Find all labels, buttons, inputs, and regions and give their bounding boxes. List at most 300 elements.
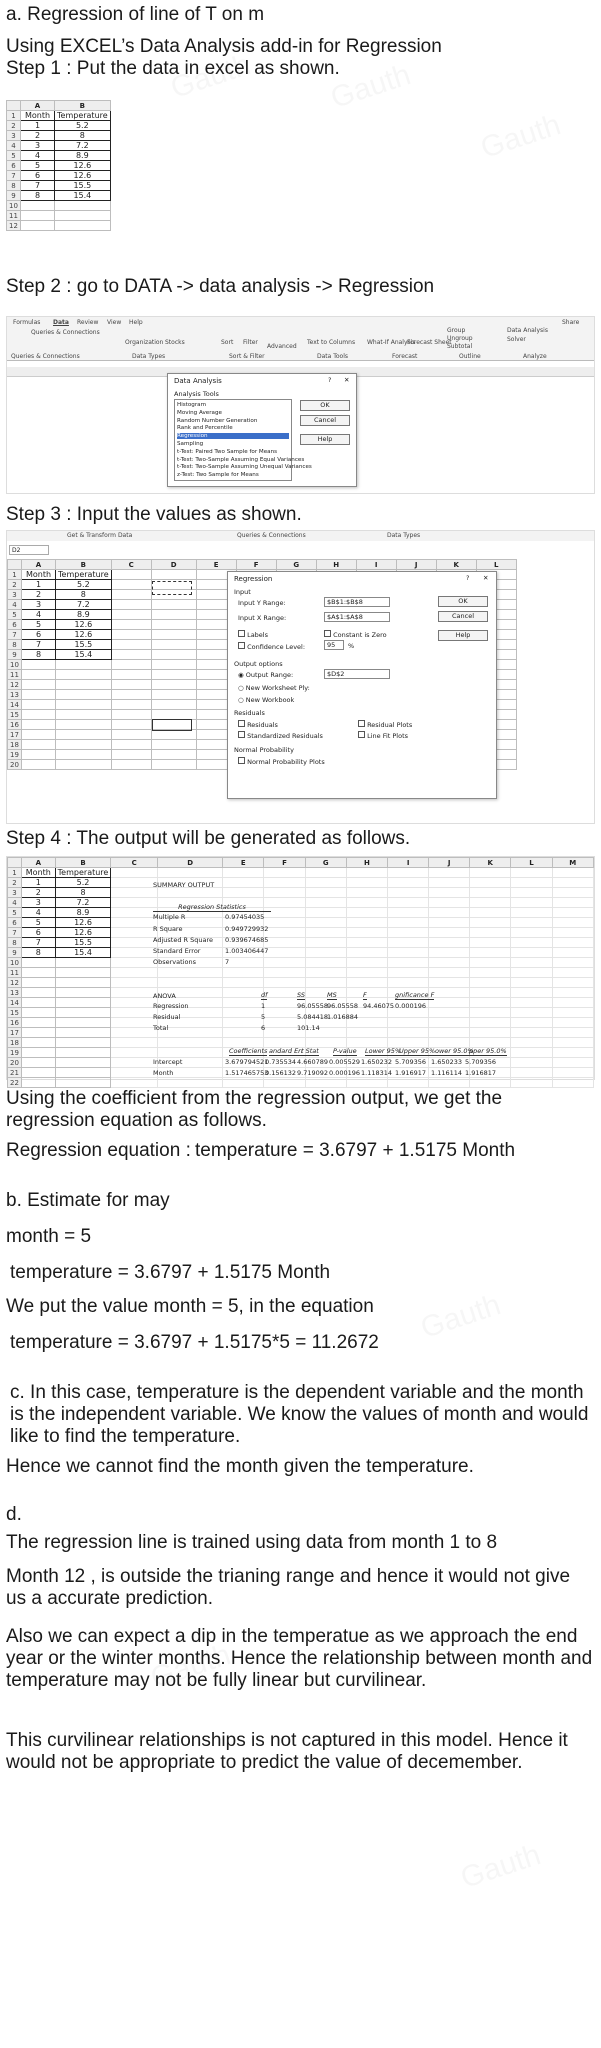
std-residuals-checkbox[interactable]: Standardized Residuals <box>238 731 323 740</box>
data-cell[interactable]: 15.5 <box>55 181 111 191</box>
row-number[interactable]: 13 <box>8 988 22 998</box>
cell[interactable] <box>151 680 196 690</box>
data-cell[interactable]: 4 <box>21 151 55 161</box>
row-number[interactable]: 9 <box>8 650 22 660</box>
cell[interactable] <box>264 1078 305 1088</box>
column-header[interactable]: H <box>346 858 387 868</box>
row-number[interactable]: 7 <box>7 171 21 181</box>
row-number[interactable]: 10 <box>8 660 22 670</box>
analysis-tool-item[interactable]: Histogram <box>177 402 207 408</box>
data-cell[interactable]: 1 <box>22 580 56 590</box>
row-number[interactable]: 12 <box>8 680 22 690</box>
data-cell[interactable]: 3 <box>22 600 56 610</box>
ungroup-button[interactable]: Ungroup <box>447 335 473 342</box>
row-number[interactable]: 6 <box>8 620 22 630</box>
tab-view[interactable]: View <box>107 319 122 326</box>
data-cell[interactable]: 8.9 <box>55 151 111 161</box>
row-number[interactable]: 3 <box>8 888 22 898</box>
anova-header: F <box>363 991 367 1000</box>
column-header[interactable]: M <box>552 858 593 868</box>
row-number[interactable]: 10 <box>7 201 21 211</box>
part-a-heading: a. Regression of line of T on m <box>6 4 265 25</box>
analysis-tools-label: Analysis Tools <box>174 390 219 398</box>
solver-button[interactable]: Solver <box>507 336 526 343</box>
tab-data[interactable]: Data <box>53 319 69 326</box>
row-number[interactable]: 19 <box>8 1048 22 1058</box>
anova-value: 1 <box>261 1002 266 1011</box>
data-cell[interactable]: 8 <box>56 590 112 600</box>
cell[interactable] <box>111 710 151 720</box>
cell[interactable] <box>22 680 56 690</box>
cell[interactable] <box>151 700 196 710</box>
help-button[interactable]: Help <box>300 434 350 445</box>
anova-header: MS <box>327 991 337 1000</box>
cell[interactable] <box>56 690 112 700</box>
stat-value: 1.003406447 <box>225 946 269 955</box>
cell[interactable] <box>111 1078 158 1088</box>
cell[interactable] <box>346 1078 387 1088</box>
group-label: Queries & Connections <box>237 532 306 539</box>
data-cell[interactable]: 1 <box>21 878 55 888</box>
row-number[interactable]: 10 <box>8 958 22 968</box>
cell[interactable] <box>22 700 56 710</box>
data-cell[interactable]: 4 <box>22 610 56 620</box>
data-cell[interactable]: 7 <box>21 181 55 191</box>
new-worksheet-radio[interactable]: ○ New Worksheet Ply: <box>238 684 310 692</box>
tab-formulas[interactable]: Formulas <box>13 319 41 326</box>
data-cell[interactable]: 2 <box>21 131 55 141</box>
cell[interactable] <box>470 1078 511 1088</box>
cell[interactable] <box>151 610 196 620</box>
cell[interactable] <box>111 720 151 730</box>
column-header[interactable]: B <box>55 858 111 868</box>
row-number[interactable]: 20 <box>8 760 22 770</box>
corner-cell[interactable] <box>7 101 21 111</box>
row-number[interactable]: 14 <box>8 700 22 710</box>
column-header[interactable]: D <box>158 858 223 868</box>
data-cell[interactable]: 3 <box>21 141 55 151</box>
row-number[interactable]: 11 <box>8 968 22 978</box>
cell[interactable] <box>56 760 112 770</box>
column-header[interactable]: G <box>276 560 316 570</box>
row-number[interactable]: 13 <box>8 690 22 700</box>
cell[interactable] <box>111 730 151 740</box>
column-header[interactable]: H <box>316 560 356 570</box>
data-cell[interactable]: Month <box>21 111 55 121</box>
data-cell[interactable]: 8 <box>21 948 55 958</box>
cell[interactable] <box>111 760 151 770</box>
column-header[interactable]: I <box>388 858 429 868</box>
data-cell[interactable]: 5.2 <box>56 580 112 590</box>
row-number[interactable]: 21 <box>8 1068 22 1078</box>
row-number[interactable]: 20 <box>8 1058 22 1068</box>
cell[interactable] <box>111 590 151 600</box>
data-cell[interactable]: 1 <box>21 121 55 131</box>
data-cell[interactable]: 7.2 <box>55 898 111 908</box>
ok-button[interactable]: OK <box>300 400 350 411</box>
y-range-input[interactable]: $B$1:$B$8 <box>324 597 390 607</box>
data-cell[interactable]: 8 <box>21 191 55 201</box>
cell[interactable] <box>151 710 196 720</box>
cell[interactable] <box>56 730 112 740</box>
data-cell[interactable]: 8 <box>22 650 56 660</box>
data-cell[interactable]: 2 <box>22 590 56 600</box>
cell[interactable] <box>55 211 111 221</box>
data-cell[interactable]: 12.6 <box>55 928 111 938</box>
anova-value: 101.14 <box>297 1024 320 1033</box>
row-number[interactable]: 5 <box>8 610 22 620</box>
cell[interactable] <box>305 1078 346 1088</box>
data-cell[interactable]: 5.2 <box>55 121 111 131</box>
column-header[interactable]: L <box>476 560 516 570</box>
cell[interactable] <box>56 670 112 680</box>
row-number[interactable]: 2 <box>7 121 21 131</box>
cell[interactable] <box>151 640 196 650</box>
cell[interactable] <box>158 1078 223 1088</box>
selected-cell[interactable] <box>152 719 192 731</box>
anova-value: 0.000196 <box>395 1002 427 1011</box>
cell[interactable] <box>22 740 56 750</box>
row-number[interactable]: 7 <box>8 630 22 640</box>
data-cell[interactable]: 12.6 <box>55 918 111 928</box>
cell[interactable] <box>56 710 112 720</box>
cell[interactable] <box>111 660 151 670</box>
row-number[interactable]: 6 <box>8 918 22 928</box>
data-cell[interactable]: Month <box>21 868 55 878</box>
cell[interactable] <box>151 730 196 740</box>
row-number[interactable]: 9 <box>8 948 22 958</box>
row-number[interactable]: 2 <box>8 580 22 590</box>
data-cell[interactable]: 7.2 <box>56 600 112 610</box>
row-number[interactable]: 11 <box>8 670 22 680</box>
cell[interactable] <box>151 670 196 680</box>
cell[interactable] <box>21 1078 55 1088</box>
data-cell[interactable]: 15.4 <box>56 650 112 660</box>
row-number[interactable]: 9 <box>7 191 21 201</box>
cell[interactable] <box>151 630 196 640</box>
column-header[interactable]: C <box>111 858 158 868</box>
data-cell[interactable]: 15.4 <box>55 191 111 201</box>
row-number[interactable]: 12 <box>8 978 22 988</box>
cell[interactable] <box>388 1078 429 1088</box>
cell[interactable] <box>111 600 151 610</box>
part-b-calculation: temperature = 3.6797 + 1.5175*5 = 11.2672 <box>10 1332 379 1353</box>
row-number[interactable]: 6 <box>7 161 21 171</box>
cell[interactable] <box>111 670 151 680</box>
close-icon[interactable]: ✕ <box>344 376 350 384</box>
column-header[interactable]: L <box>511 858 552 868</box>
data-cell[interactable]: 8.9 <box>55 908 111 918</box>
data-cell[interactable]: 3 <box>21 898 55 908</box>
data-cell[interactable]: Temperature <box>55 111 111 121</box>
data-sheet-screenshot <box>6 100 146 270</box>
row-number[interactable]: 19 <box>8 750 22 760</box>
data-cell[interactable]: Temperature <box>55 868 111 878</box>
cell[interactable] <box>151 650 196 660</box>
row-number[interactable]: 8 <box>8 640 22 650</box>
data-cell[interactable]: 5.2 <box>55 878 111 888</box>
sort-button[interactable]: Sort <box>221 339 234 346</box>
row-number[interactable]: 18 <box>8 1038 22 1048</box>
data-cell[interactable]: 7 <box>22 640 56 650</box>
normal-plots-checkbox[interactable]: Normal Probability Plots <box>238 757 325 766</box>
data-cell[interactable]: 7.2 <box>55 141 111 151</box>
cell[interactable] <box>56 700 112 710</box>
cancel-button[interactable]: Cancel <box>438 611 488 622</box>
sheet-row <box>7 131 111 141</box>
row-number[interactable]: 7 <box>8 928 22 938</box>
cell[interactable] <box>111 690 151 700</box>
cell[interactable] <box>111 570 151 580</box>
cell[interactable] <box>111 580 151 590</box>
row-number[interactable]: 2 <box>8 878 22 888</box>
data-analysis-button[interactable]: Data Analysis <box>507 327 548 334</box>
confidence-input[interactable]: 95 <box>324 640 344 650</box>
constant-zero-checkbox[interactable]: Constant is Zero <box>324 630 387 639</box>
data-cell[interactable]: Month <box>22 570 56 580</box>
column-header[interactable]: A <box>21 858 55 868</box>
cell[interactable] <box>21 201 55 211</box>
row-number[interactable]: 1 <box>7 111 21 121</box>
row-number[interactable]: 15 <box>8 1008 22 1018</box>
row-number[interactable]: 8 <box>7 181 21 191</box>
analysis-tool-item[interactable]: Regression <box>177 433 289 439</box>
analysis-tool-item[interactable]: t-Test: Two-Sample Assuming Unequal Variances <box>177 464 312 471</box>
cell[interactable] <box>111 740 151 750</box>
cell[interactable] <box>56 660 112 670</box>
tab-review[interactable]: Review <box>77 319 99 326</box>
residual-plots-checkbox[interactable]: Residual Plots <box>358 720 412 729</box>
data-cell[interactable]: Temperature <box>56 570 112 580</box>
cell[interactable] <box>55 221 111 231</box>
row-number[interactable]: 16 <box>8 720 22 730</box>
row-number[interactable]: 18 <box>8 740 22 750</box>
data-cell[interactable]: 8 <box>55 131 111 141</box>
data-cell[interactable]: 8.9 <box>56 610 112 620</box>
row-number[interactable]: 3 <box>8 590 22 600</box>
column-header[interactable]: G <box>305 858 346 868</box>
column-header[interactable]: A <box>22 560 56 570</box>
data-cell[interactable]: 12.6 <box>56 630 112 640</box>
subtotal-button[interactable]: Subtotal <box>447 343 473 350</box>
corner-cell[interactable] <box>8 560 22 570</box>
column-header[interactable]: F <box>264 858 305 868</box>
text-to-columns-button[interactable]: Text to Columns <box>307 339 356 346</box>
data-cell[interactable]: 7 <box>21 938 55 948</box>
new-workbook-radio[interactable]: ○ New Workbook <box>238 696 295 704</box>
help-button[interactable]: Help <box>438 630 488 641</box>
cell[interactable] <box>223 1078 264 1088</box>
advanced-button[interactable]: Advanced <box>267 343 297 350</box>
column-header[interactable]: C <box>111 560 151 570</box>
x-range-input[interactable]: $A$1:$A$8 <box>324 612 390 622</box>
coef-value: 9.719092 <box>297 1068 329 1077</box>
ok-button[interactable]: OK <box>438 596 488 607</box>
close-icon[interactable]: ✕ <box>483 574 489 582</box>
data-cell[interactable]: 6 <box>21 171 55 181</box>
stat-label: Multiple R <box>153 913 186 922</box>
row-number[interactable]: 5 <box>7 151 21 161</box>
cell[interactable] <box>22 660 56 670</box>
analysis-tool-item[interactable]: t-Test: Paired Two Sample for Means <box>177 448 278 455</box>
row-number[interactable]: 14 <box>8 998 22 1008</box>
cell[interactable] <box>151 740 196 750</box>
group-button[interactable]: Group <box>447 327 466 334</box>
line-fit-checkbox[interactable]: Line Fit Plots <box>358 731 408 740</box>
name-box[interactable]: D2 <box>9 545 49 555</box>
output-options-label: Output options <box>234 660 283 668</box>
cell[interactable] <box>22 670 56 680</box>
row-number[interactable]: 4 <box>8 600 22 610</box>
cell[interactable] <box>111 610 151 620</box>
column-header[interactable]: D <box>151 560 196 570</box>
data-cell[interactable]: 6 <box>22 630 56 640</box>
cell[interactable] <box>111 750 151 760</box>
filter-button[interactable]: Filter <box>243 339 258 346</box>
anova-value: 6 <box>261 1024 266 1033</box>
row-number[interactable]: 15 <box>8 710 22 720</box>
part-c-conclusion: Hence we cannot find the month given the temperature. <box>6 1456 474 1477</box>
row-number[interactable]: 22 <box>8 1078 22 1088</box>
row-number[interactable]: 1 <box>8 868 22 878</box>
cell[interactable] <box>151 750 196 760</box>
stat-value: 0.97454035 <box>225 913 265 922</box>
row-number[interactable]: 11 <box>7 211 21 221</box>
cell[interactable] <box>151 620 196 630</box>
row-number[interactable]: 3 <box>7 131 21 141</box>
residuals-checkbox[interactable]: Residuals <box>238 720 278 729</box>
cell[interactable] <box>21 221 55 231</box>
column-header[interactable]: K <box>436 560 476 570</box>
stat-label: Observations <box>153 957 196 966</box>
data-cell[interactable]: 12.6 <box>55 171 111 181</box>
data-cell[interactable]: 12.6 <box>56 620 112 630</box>
share-button[interactable]: Share <box>562 319 580 326</box>
group-label: Sort & Filter <box>229 353 265 360</box>
analysis-tools-list[interactable] <box>174 399 312 481</box>
cell[interactable] <box>151 660 196 670</box>
forecast-sheet-button[interactable]: Forecast Sheet <box>407 339 452 346</box>
what-if-button[interactable]: What-If Analysis <box>367 339 416 346</box>
data-cell[interactable]: 15.4 <box>55 948 111 958</box>
cell[interactable] <box>111 620 151 630</box>
cell[interactable] <box>55 1078 111 1088</box>
queries-connections-button[interactable]: Queries & Connections <box>31 329 100 336</box>
part-d-p2: Month 12 , is outside the trianing range and hence it would not give us a accurate prediction. <box>6 1566 571 1609</box>
tab-help[interactable]: Help <box>129 319 143 326</box>
cell[interactable] <box>56 680 112 690</box>
cell[interactable] <box>511 1078 552 1088</box>
cell[interactable] <box>22 730 56 740</box>
cell[interactable] <box>151 760 196 770</box>
cell[interactable] <box>111 680 151 690</box>
cell[interactable] <box>111 650 151 660</box>
column-header[interactable]: B <box>55 101 111 111</box>
analysis-tool-item[interactable]: Rank and Percentile <box>177 425 233 432</box>
data-cell[interactable]: 2 <box>21 888 55 898</box>
row-number[interactable]: 16 <box>8 1018 22 1028</box>
cancel-button[interactable]: Cancel <box>300 415 350 426</box>
coef-header: andard Err <box>269 1046 304 1055</box>
cell[interactable] <box>22 760 56 770</box>
data-cell[interactable]: 15.5 <box>56 640 112 650</box>
help-icon[interactable]: ? <box>328 376 332 384</box>
cell[interactable] <box>111 640 151 650</box>
row-number[interactable]: 8 <box>8 938 22 948</box>
column-header[interactable]: A <box>21 101 55 111</box>
output-range-input[interactable]: $D$2 <box>324 669 390 679</box>
analysis-tool-item[interactable]: Sampling <box>177 441 204 447</box>
row-number[interactable]: 4 <box>8 898 22 908</box>
column-header[interactable]: E <box>196 560 236 570</box>
cell[interactable] <box>151 690 196 700</box>
organization-button[interactable]: Organization <box>125 339 164 346</box>
data-cell[interactable]: 4 <box>21 908 55 918</box>
data-cell[interactable]: 5 <box>21 161 55 171</box>
cell[interactable] <box>56 750 112 760</box>
column-header[interactable]: E <box>223 858 264 868</box>
column-header[interactable]: J <box>429 858 470 868</box>
data-cell[interactable]: 5 <box>22 620 56 630</box>
cell[interactable] <box>56 740 112 750</box>
analysis-tool-item[interactable]: z-Test: Two Sample for Means <box>177 472 259 479</box>
analysis-tool-item[interactable]: t-Test: Two-Sample Assuming Equal Variances <box>177 456 305 463</box>
column-header[interactable]: B <box>56 560 112 570</box>
data-cell[interactable]: 6 <box>21 928 55 938</box>
cell[interactable] <box>56 720 112 730</box>
cell[interactable] <box>552 1078 593 1088</box>
row-number[interactable]: 17 <box>8 1028 22 1038</box>
data-cell[interactable]: 15.5 <box>55 938 111 948</box>
cell[interactable] <box>111 630 151 640</box>
selected-cell-d2[interactable] <box>152 581 192 595</box>
data-cell[interactable]: 8 <box>55 888 111 898</box>
cell[interactable] <box>22 690 56 700</box>
data-cell[interactable]: 5 <box>21 918 55 928</box>
analysis-tool-item[interactable]: Random Number Generation <box>177 417 258 424</box>
column-header[interactable]: J <box>396 560 436 570</box>
cell[interactable] <box>22 710 56 720</box>
cell[interactable] <box>21 211 55 221</box>
regression-dialog <box>227 571 497 799</box>
coef-value: 5.709356 <box>395 1057 427 1066</box>
row-number[interactable]: 4 <box>7 141 21 151</box>
equation-label <box>6 1140 191 1162</box>
row-number[interactable]: 17 <box>8 730 22 740</box>
help-icon[interactable]: ? <box>466 574 470 582</box>
output-range-radio[interactable]: ◉ Output Range: <box>238 671 294 679</box>
column-header[interactable]: K <box>470 858 511 868</box>
watermark <box>457 1838 545 1896</box>
cell[interactable] <box>111 700 151 710</box>
column-header[interactable]: I <box>356 560 396 570</box>
stocks-button[interactable]: Stocks <box>165 339 185 346</box>
cell[interactable] <box>151 600 196 610</box>
row-number[interactable]: 12 <box>7 221 21 231</box>
row-number[interactable]: 1 <box>8 570 22 580</box>
analysis-tool-item[interactable]: Moving Average <box>177 409 222 416</box>
cell[interactable] <box>22 720 56 730</box>
row-number[interactable]: 5 <box>8 908 22 918</box>
cell[interactable] <box>429 1078 470 1088</box>
cell[interactable] <box>22 750 56 760</box>
cell[interactable] <box>151 570 196 580</box>
labels-checkbox[interactable]: Labels <box>238 630 268 639</box>
data-cell[interactable]: 12.6 <box>55 161 111 171</box>
column-header[interactable]: F <box>236 560 276 570</box>
cell[interactable] <box>55 201 111 211</box>
confidence-checkbox[interactable]: Confidence Level: <box>238 642 305 651</box>
